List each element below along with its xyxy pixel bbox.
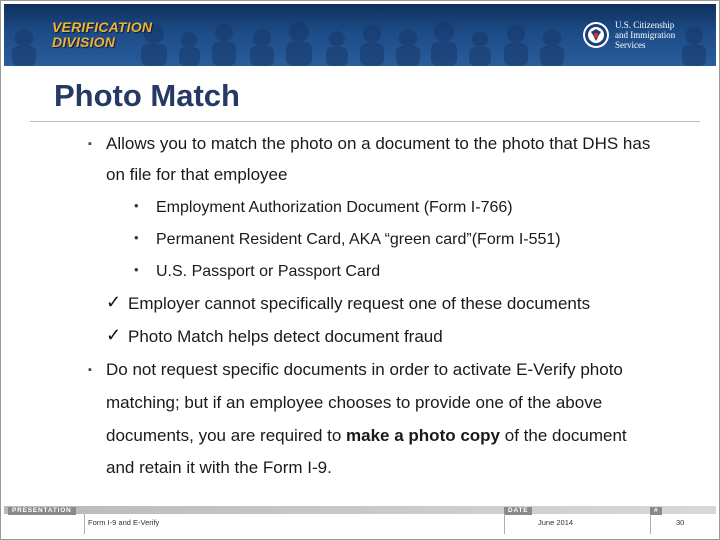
bullet2-line3-pre: documents, you are required to: [106, 426, 347, 445]
checkmark-icon: ✓: [106, 325, 122, 345]
checkmark-icon: ✓: [106, 292, 122, 312]
agency-line3: Services: [615, 40, 646, 50]
check-1: Employer cannot specifically request one of these documents: [128, 294, 591, 313]
footer-divider: [504, 514, 505, 534]
bullet2-line4: and retain it with the Form I-9.: [106, 458, 332, 477]
presentation-name: Form I-9 and E-Verify: [88, 518, 160, 527]
page-label: #: [650, 507, 662, 515]
footer-bar: [4, 506, 716, 514]
division-line1: VERIFICATION: [52, 19, 153, 35]
check-2: Photo Match helps detect document fraud: [128, 327, 443, 346]
presentation-label: PRESENTATION: [8, 507, 76, 515]
page-title: Photo Match: [54, 78, 240, 113]
agency-line1: U.S. Citizenship: [615, 20, 675, 30]
square-bullet-icon: ▪: [88, 138, 92, 150]
footer-divider: [84, 514, 85, 534]
bullet2-line1: Do not request specific documents in order to activate E-Verify photo: [106, 360, 623, 379]
agency-line2: and Immigration: [615, 30, 676, 40]
date-label: DATE: [504, 507, 532, 515]
dhs-seal-icon: [582, 21, 610, 49]
agency-name: [615, 20, 675, 50]
round-bullet-icon: •: [134, 230, 139, 245]
bullet2-line3-post: of the document: [500, 426, 627, 445]
round-bullet-icon: •: [134, 262, 139, 277]
page-number: 30: [676, 518, 685, 527]
bullet2-line3: [106, 426, 627, 446]
bullet1-line2: on file for that employee: [106, 165, 288, 184]
square-bullet-icon: ▪: [88, 364, 92, 376]
agency-logo: [582, 18, 688, 56]
footer: [4, 504, 716, 534]
date-value: June 2014: [538, 518, 574, 527]
bullet2-line2: matching; but if an employee chooses to provide one of the above: [106, 393, 603, 412]
division-line2: DIVISION: [52, 34, 116, 50]
bullet1-line1: Allows you to match the photo on a document to the photo that DHS has: [106, 134, 651, 153]
header-banner: [4, 4, 716, 66]
subitem-3: U.S. Passport or Passport Card: [156, 263, 381, 280]
title-divider: [30, 121, 700, 122]
subitem-1: Employment Authorization Document (Form I-766): [156, 199, 513, 216]
division-logo: [52, 20, 152, 50]
bullet2-emphasis: make a photo copy: [346, 426, 501, 445]
round-bullet-icon: •: [134, 198, 139, 213]
footer-divider: [650, 514, 651, 534]
subitem-2: Permanent Resident Card, AKA “green card”(Form I-551): [156, 231, 561, 248]
